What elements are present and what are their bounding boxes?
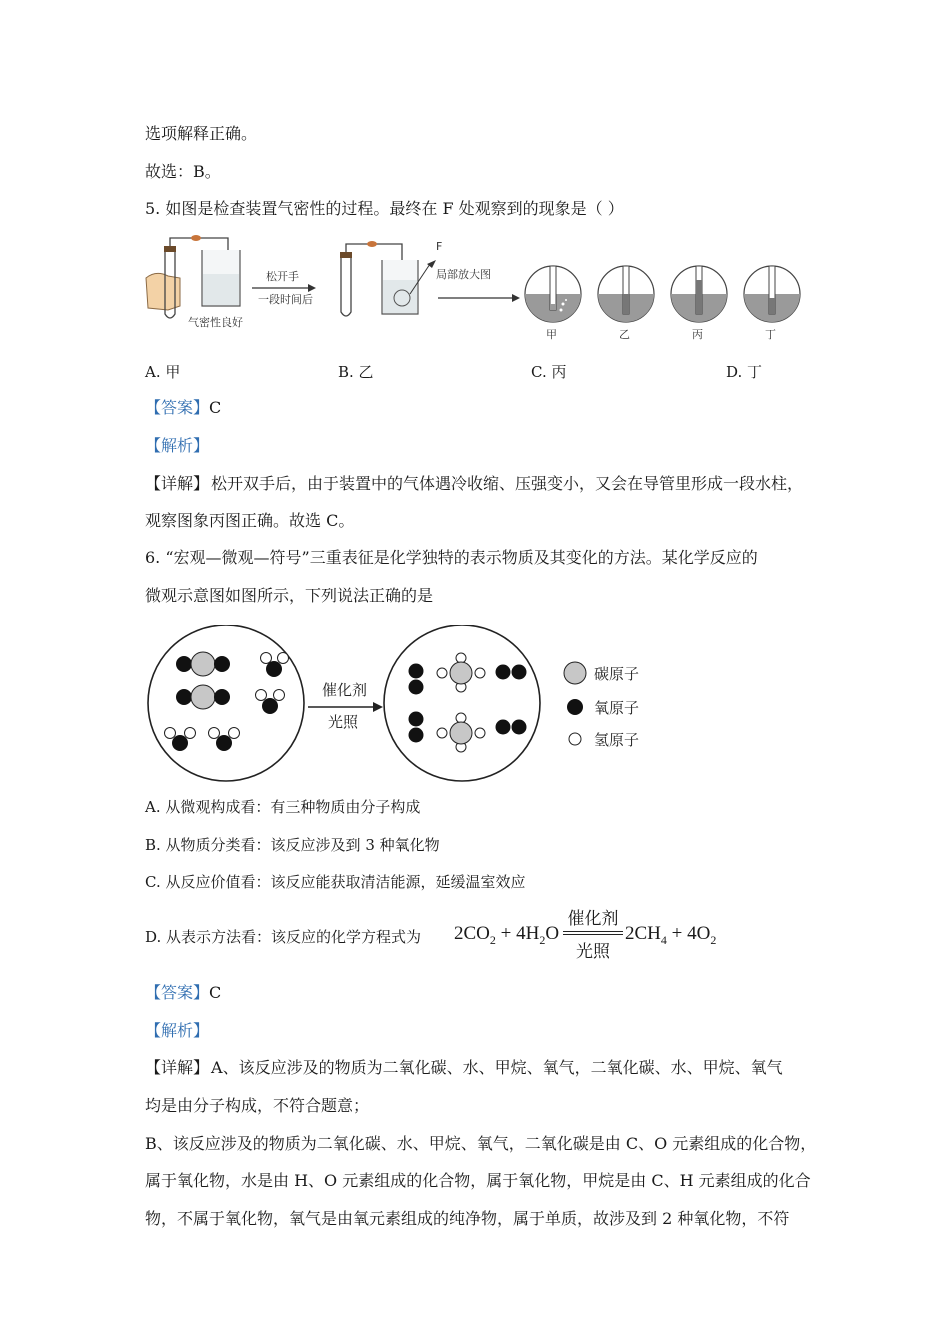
text-line: 选项解释正确。 bbox=[145, 124, 258, 143]
detail-6-line-1: 【详解】 A、该反应涉及的物质为二氧化碳、水、甲烷、氧气，二氧化碳、水、甲烷、氧气 bbox=[145, 1058, 783, 1077]
detail-5-line-1: 【详解】 松开双手后，由于装置中的气体遇冷收缩、压强变小，又会在导管里形成一段水柱， bbox=[145, 474, 804, 493]
detail-6-line-4: 属于氧化物，水是由 H、O 元素组成的化合物，属于氧化物，甲烷是由 C、H 元素组成的化合 bbox=[145, 1171, 811, 1190]
arrow-label-bottom: 一段时间后 bbox=[258, 293, 313, 306]
q6-molecule-diagram bbox=[140, 625, 660, 785]
q6-option-a: A. 从微观构成看：有三种物质由分子构成 bbox=[145, 798, 421, 816]
question-6-line-2: 微观示意图如图所示，下列说法正确的是 bbox=[145, 586, 434, 605]
legend-carbon: 碳原子 bbox=[594, 665, 640, 683]
label-F: F bbox=[436, 240, 443, 253]
analysis-6-heading: 【解析】 bbox=[145, 1021, 210, 1040]
svg-text:乙: 乙 bbox=[619, 328, 630, 341]
detail-6-line-3: B、该反应涉及的物质为二氧化碳、水、甲烷、氧气，二氧化碳是由 C、O 元素组成的化合物， bbox=[145, 1134, 817, 1153]
text-line: 故选：B。 bbox=[145, 162, 221, 181]
detail-5-line-2: 观察图象丙图正确。故选 C。 bbox=[145, 511, 355, 530]
equation-condition: 催化剂 光照 bbox=[563, 904, 623, 962]
option-circle-ding bbox=[744, 266, 800, 341]
option-circle-jia bbox=[525, 266, 581, 341]
q5-option-a: A. 甲 bbox=[145, 363, 181, 381]
legend-oxygen: 氧原子 bbox=[594, 699, 640, 717]
question-5: 5. 如图是检查装置气密性的过程。最终在 F 处观察到的现象是（ ） bbox=[145, 199, 624, 218]
oxygen-atom-icon bbox=[567, 699, 583, 715]
question-6-line-1: 6. “宏观—微观—符号”三重表征是化学独特的表示物质及其变化的方法。某化学反应的 bbox=[145, 548, 758, 567]
carbon-atom-icon bbox=[564, 662, 586, 684]
svg-text:丁: 丁 bbox=[765, 328, 776, 341]
answer-5: 【答案】C bbox=[145, 398, 222, 417]
arrow-label-catalyst: 催化剂 bbox=[322, 681, 368, 699]
q6-option-b: B. 从物质分类看：该反应涉及到 3 种氧化物 bbox=[145, 836, 440, 854]
hydrogen-atom-icon bbox=[569, 733, 581, 745]
analysis-5-heading: 【解析】 bbox=[145, 436, 210, 455]
label-good-seal: 气密性良好 bbox=[188, 316, 243, 329]
q6-option-c: C. 从反应价值看：该反应能获取清洁能源，延缓温室效应 bbox=[145, 873, 526, 891]
q5-option-c: C. 丙 bbox=[531, 363, 567, 381]
q5-option-b: B. 乙 bbox=[338, 363, 374, 381]
detail-6-line-5: 物，不属于氧化物，氧气是由氧元素组成的纯净物，属于单质，故涉及到 2 种氧化物，不符 bbox=[145, 1209, 790, 1228]
arrow-label-top: 松开手 bbox=[266, 270, 299, 283]
option-circle-bing bbox=[671, 266, 727, 341]
legend-hydrogen: 氢原子 bbox=[594, 731, 640, 749]
svg-text:甲: 甲 bbox=[546, 328, 557, 341]
arrow-label-light: 光照 bbox=[328, 713, 359, 731]
chemical-equation: $2CO_2 + 4H_2O$ bbox=[454, 923, 560, 947]
svg-text:丙: 丙 bbox=[692, 328, 703, 341]
q6-option-d: D. 从表示方法看：该反应的化学方程式为 $2CO_2 + 4H_2O$ 催化剂 光照 $2CH_4 + 4O_2$ bbox=[145, 904, 845, 964]
q5-option-d: D. 丁 bbox=[726, 363, 763, 381]
q5-figure bbox=[140, 230, 820, 350]
option-circle-yi bbox=[598, 266, 654, 341]
label-zoom: 局部放大图 bbox=[436, 268, 491, 281]
answer-6: 【答案】C bbox=[145, 983, 222, 1002]
detail-6-line-2: 均是由分子构成，不符合题意； bbox=[145, 1096, 370, 1115]
